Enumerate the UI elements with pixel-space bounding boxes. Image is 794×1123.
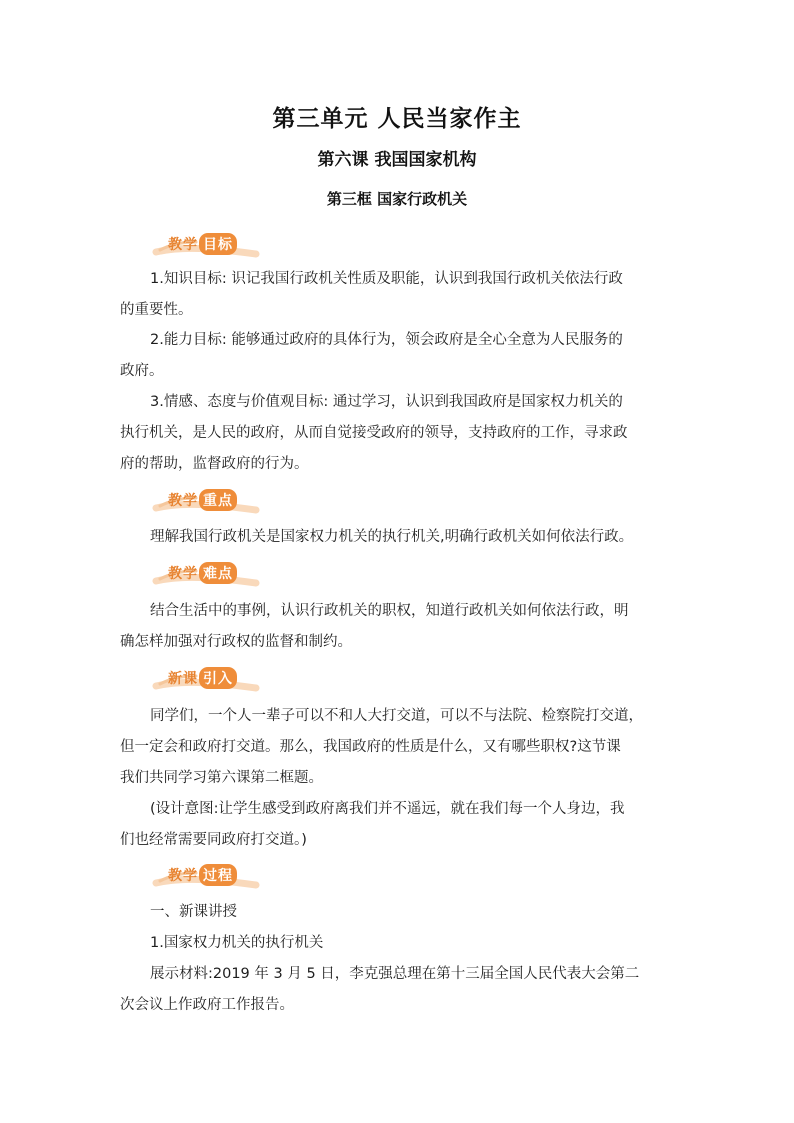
- badge-label-a: 教学: [168, 237, 198, 253]
- badge-label-b: 过程: [199, 864, 237, 886]
- badge-label-a: 教学: [168, 493, 198, 509]
- text-line: 理解我国行政机关是国家权力机关的执行机关,明确行政机关如何依法行政。: [150, 529, 634, 545]
- section-badge-key: [152, 486, 262, 514]
- unit-title: 第三单元 人民当家作主: [272, 106, 522, 132]
- text-line: 结合生活中的事例，认识行政机关的职权，知道行政机关如何依法行政，明: [150, 603, 629, 619]
- frame-title: 第三框 国家行政机关: [326, 190, 468, 208]
- text-line: 次会议上作政府工作报告。: [120, 997, 294, 1013]
- text-line: 2.能力目标: 能够通过政府的具体行为，领会政府是全心全意为人民服务的: [150, 332, 623, 348]
- text-line: 们也经常需要同政府打交道。): [120, 832, 307, 848]
- text-line: 府的帮助，监督政府的行为。: [120, 456, 309, 472]
- badge-label-b: 难点: [199, 562, 237, 584]
- text-line: 同学们，一个人一辈子可以不和人大打交道，可以不与法院、检察院打交道，: [150, 708, 643, 724]
- badge-label-a: 教学: [168, 868, 198, 884]
- difficult-paragraph: [120, 596, 680, 658]
- intro-note: [120, 794, 680, 856]
- text-line: 确怎样加强对行政权的监督和制约。: [120, 634, 352, 650]
- text-line: 但一定会和政府打交道。那么，我国政府的性质是什么，又有哪些职权?这节课: [120, 739, 621, 755]
- process-content: [120, 897, 680, 1021]
- text-line: 的重要性。: [120, 302, 193, 318]
- section-badge-intro: [152, 664, 262, 692]
- badge-label-a: 新课: [168, 671, 198, 687]
- intro-paragraph: [120, 701, 680, 794]
- section-badge-process: [152, 861, 262, 889]
- text-line: 1.知识目标: 识记我国行政机关性质及职能，认识到我国行政机关依法行政: [150, 271, 623, 287]
- text-line: 3.情感、态度与价值观目标: 通过学习，认识到我国政府是国家权力机关的: [150, 394, 623, 410]
- text-line: 展示材料:2019 年 3 月 5 日，李克强总理在第十三届全国人民代表大会第二: [150, 966, 640, 982]
- text-line: 执行机关，是人民的政府，从而自觉接受政府的领导，支持政府的工作，寻求政: [120, 425, 628, 441]
- goal-paragraph-2: [120, 325, 680, 387]
- badge-label-b: 重点: [199, 489, 237, 511]
- text-line: (设计意图:让学生感受到政府离我们并不遥远，就在我们每一个人身边，我: [150, 801, 625, 817]
- badge-label-a: 教学: [168, 566, 198, 582]
- text-line: 政府。: [120, 363, 164, 379]
- badge-label-b: 引入: [199, 667, 237, 689]
- process-heading: 一、新课讲授: [150, 904, 237, 920]
- text-line: 我们共同学习第六课第二框题。: [120, 770, 323, 786]
- section-badge-difficult: [152, 559, 262, 587]
- key-paragraph: [120, 522, 680, 553]
- goal-paragraph-3: [120, 387, 680, 480]
- goal-paragraph-1: [120, 264, 680, 326]
- badge-label-b: 目标: [199, 233, 237, 255]
- section-badge-goals: [152, 230, 262, 258]
- lesson-title: 第六课 我国国家机构: [317, 150, 477, 170]
- process-subheading: 1.国家权力机关的执行机关: [150, 935, 324, 951]
